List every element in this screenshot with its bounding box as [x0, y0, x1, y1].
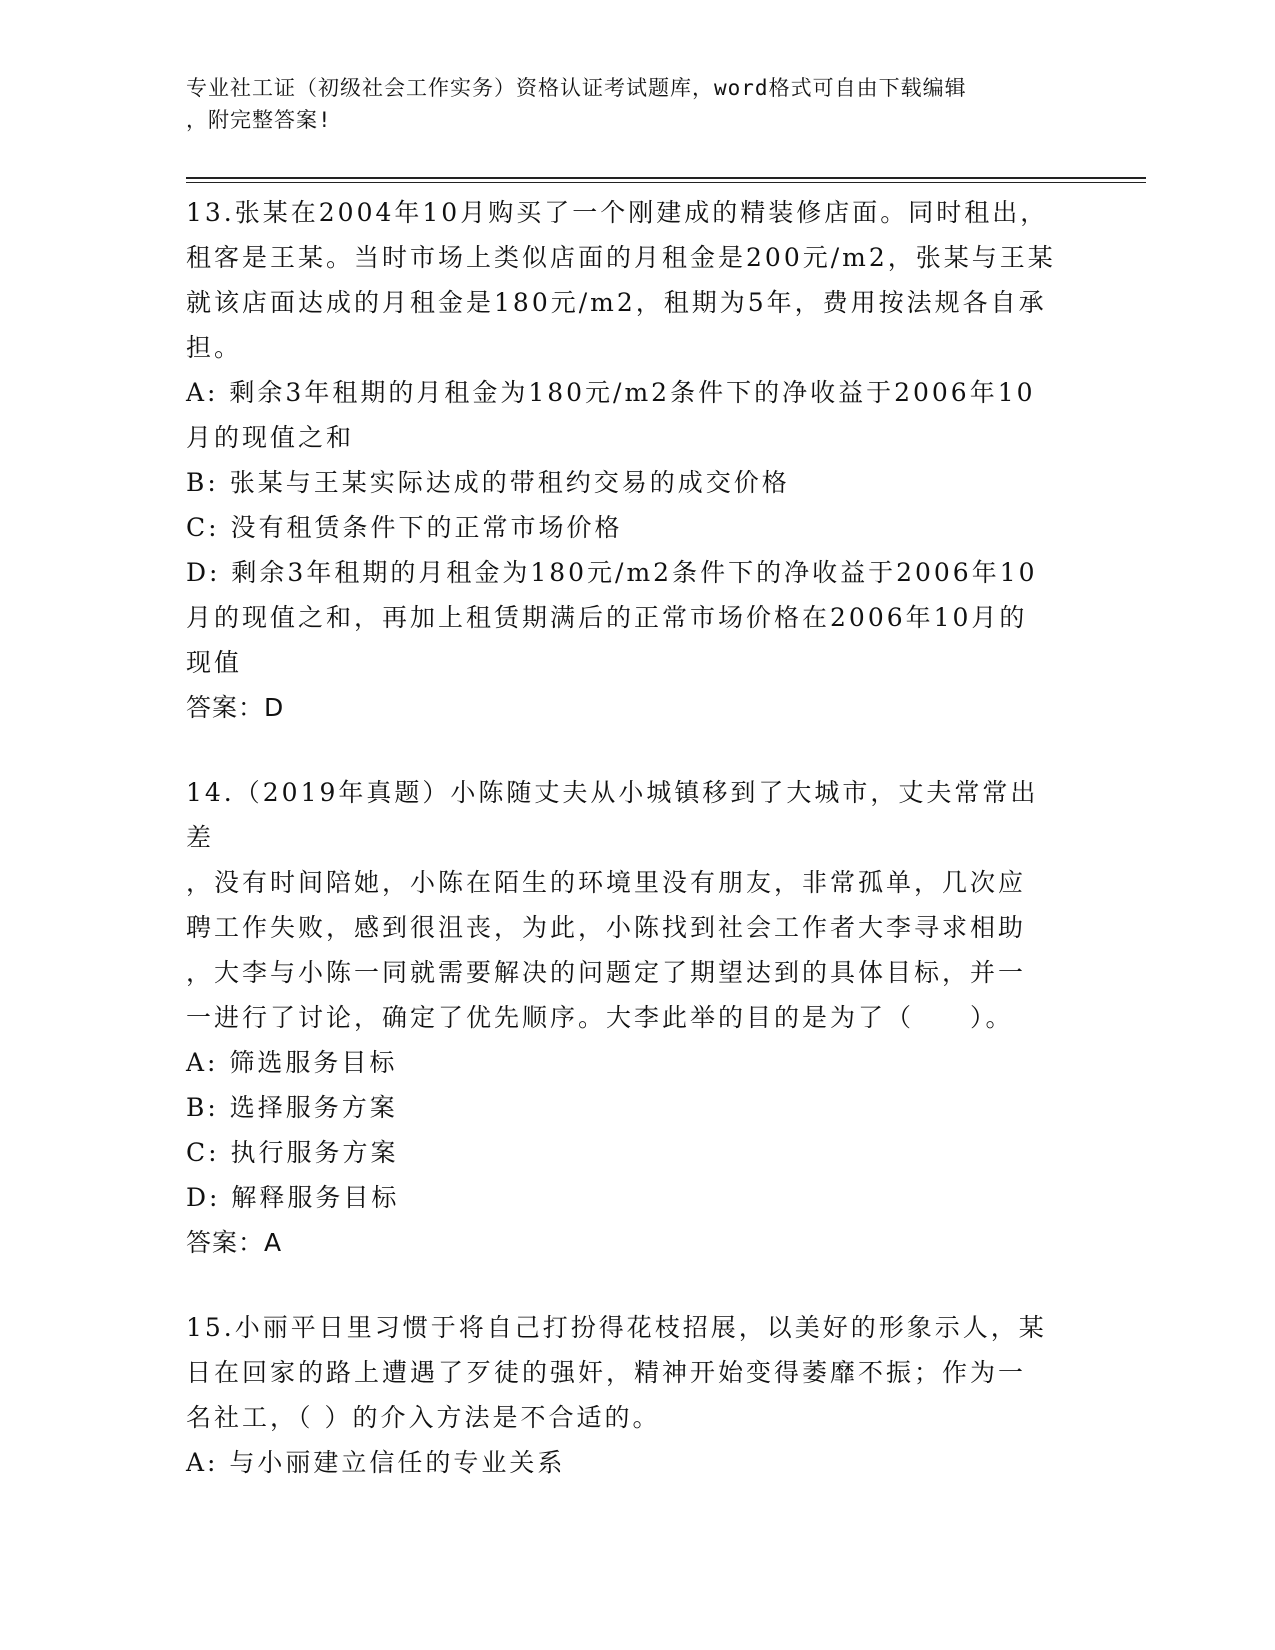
header-divider-thin: [186, 182, 1146, 183]
document-header: [186, 72, 1066, 136]
question-stem: 聘工作失败，感到很沮丧，为此，小陈找到社会工作者大李寻求相助: [186, 913, 1027, 942]
question-14: [186, 770, 1066, 1265]
option-b: B: 张某与王某实际达成的带租约交易的成交价格: [186, 468, 790, 497]
option-c: C: 没有租赁条件下的正常市场价格: [186, 513, 623, 542]
option-a: A: 筛选服务目标: [186, 1048, 398, 1077]
question-stem: 租客是王某。当时市场上类似店面的月租金是200元/m2，张某与王某: [186, 243, 1056, 272]
question-13: [186, 190, 1066, 730]
question-stem: ，没有时间陪她，小陈在陌生的环境里没有朋友，非常孤单，几次应: [186, 868, 1027, 897]
option-d: D: 剩余3年租期的月租金为180元/m2条件下的净收益于2006年10: [186, 558, 1038, 587]
option-d: 现值: [186, 648, 243, 677]
header-line-1: 专业社工证（初级社会工作实务）资格认证考试题库，word格式可自由下载编辑: [186, 76, 967, 100]
spacer: [186, 730, 1066, 770]
option-a: A: 剩余3年租期的月租金为180元/m2条件下的净收益于2006年10: [186, 378, 1036, 407]
question-stem: 担。: [186, 333, 243, 362]
question-stem: 日在回家的路上遭遇了歹徒的强奸，精神开始变得萎靡不振；作为一: [186, 1358, 1027, 1387]
option-a: 月的现值之和: [186, 423, 355, 452]
header-line-2: ，附完整答案!: [186, 108, 332, 132]
spacer: [186, 1265, 1066, 1305]
option-b: B: 选择服务方案: [186, 1093, 398, 1122]
option-d: D: 解释服务目标: [186, 1183, 400, 1212]
answer-line: 答案：A: [186, 1228, 283, 1257]
question-stem: 名社工，（ ）的介入方法是不合适的。: [186, 1403, 661, 1432]
question-list: [186, 190, 1066, 1485]
question-stem: 就该店面达成的月租金是180元/m2，租期为5年，费用按法规各自承: [186, 288, 1047, 317]
answer-line: 答案：D: [186, 693, 285, 722]
option-d: 月的现值之和，再加上租赁期满后的正常市场价格在2006年10月的: [186, 603, 1028, 632]
option-a: A: 与小丽建立信任的专业关系: [186, 1448, 566, 1477]
header-divider-thick: [186, 177, 1146, 179]
question-stem: 一进行了讨论，确定了优先顺序。大李此举的目的是为了（ ）。: [186, 1003, 1014, 1032]
question-stem: 15.小丽平日里习惯于将自己打扮得花枝招展，以美好的形象示人，某: [186, 1313, 1047, 1342]
question-15: [186, 1305, 1066, 1485]
question-stem: ，大李与小陈一同就需要解决的问题定了期望达到的具体目标，并一: [186, 958, 1027, 987]
question-stem: 14.（2019年真题）小陈随丈夫从小城镇移到了大城市，丈夫常常出差: [186, 778, 1039, 852]
option-c: C: 执行服务方案: [186, 1138, 399, 1167]
question-stem: 13.张某在2004年10月购买了一个刚建成的精装修店面。同时租出，: [186, 198, 1049, 227]
